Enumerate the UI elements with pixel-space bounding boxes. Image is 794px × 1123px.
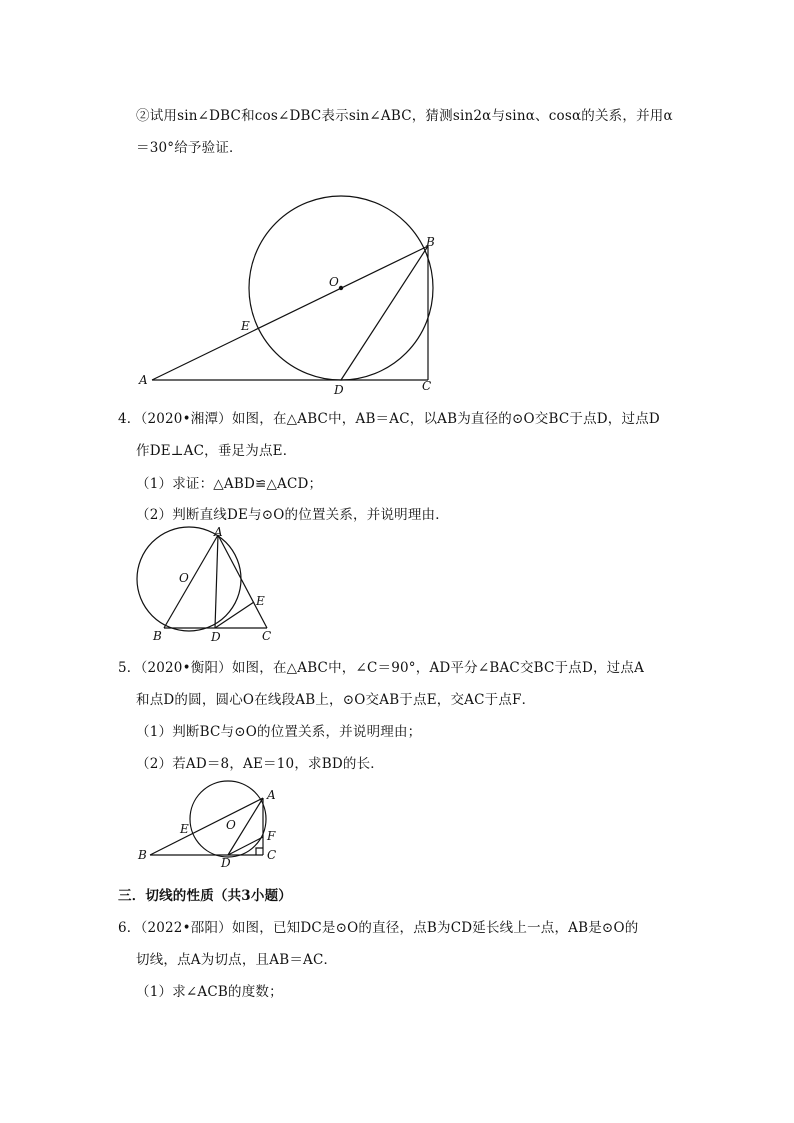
problem5-line1: 5．（2020•衡阳）如图，在△ABC中，∠C＝90°，AD平分∠BAC交BC于点D，过点A: [118, 660, 645, 676]
problem6-q1: （1）求∠ACB的度数；: [136, 984, 283, 1000]
label-o: O: [226, 818, 236, 832]
label-a: A: [267, 788, 276, 802]
label-d: D: [334, 383, 344, 397]
label-b: B: [138, 848, 147, 862]
part2-line1: ②试用sin∠DBC和cos∠DBC表示sin∠ABC，猜测sin2α与sinα、cosα的关系，并用α: [136, 108, 673, 124]
section-heading: 三．切线的性质（共3小题）: [118, 888, 292, 904]
label-f: F: [267, 829, 276, 843]
problem5-q2: （2）若AD＝8，AE＝10，求BD的长．: [136, 756, 384, 772]
label-o: O: [329, 275, 339, 289]
label-e: E: [180, 822, 189, 836]
label-c: C: [267, 848, 277, 862]
label-a: A: [139, 373, 148, 387]
label-o: O: [179, 571, 189, 585]
problem4-line2: 作DE⊥AC，垂足为点E．: [136, 443, 297, 459]
label-a: A: [214, 525, 223, 539]
problem4-line1: 4．（2020•湘潭）如图，在△ABC中，AB＝AC，以AB为直径的⊙O交BC于点D，过点D: [118, 411, 660, 427]
label-d: D: [211, 630, 221, 644]
problem5-q1: （1）判断BC与⊙O的位置关系，并说明理由；: [136, 724, 422, 740]
label-b: B: [426, 235, 435, 249]
label-e: E: [241, 319, 250, 333]
label-c: C: [422, 379, 432, 393]
label-b: B: [153, 629, 162, 643]
part2-line2: ＝30°给予验证．: [136, 140, 243, 156]
problem5-line2: 和点D的圆，圆心O在线段AB上，⊙O交AB于点E，交AC于点F．: [136, 692, 536, 708]
right-angle-mark: [256, 848, 263, 855]
problem6-line1: 6．（2022•邵阳）如图，已知DC是⊙O的直径，点B为CD延长线上一点，AB是⊙O的: [118, 920, 639, 936]
problem6-line2: 切线，点A为切点，且AB＝AC．: [136, 952, 338, 968]
label-c: C: [262, 629, 272, 643]
problem4-q2: （2）判断直线DE与⊙O的位置关系，并说明理由．: [136, 507, 449, 523]
label-d: D: [221, 856, 231, 870]
label-e: E: [256, 594, 265, 608]
problem4-q1: （1）求证：△ABD≌△ACD；: [136, 476, 323, 492]
